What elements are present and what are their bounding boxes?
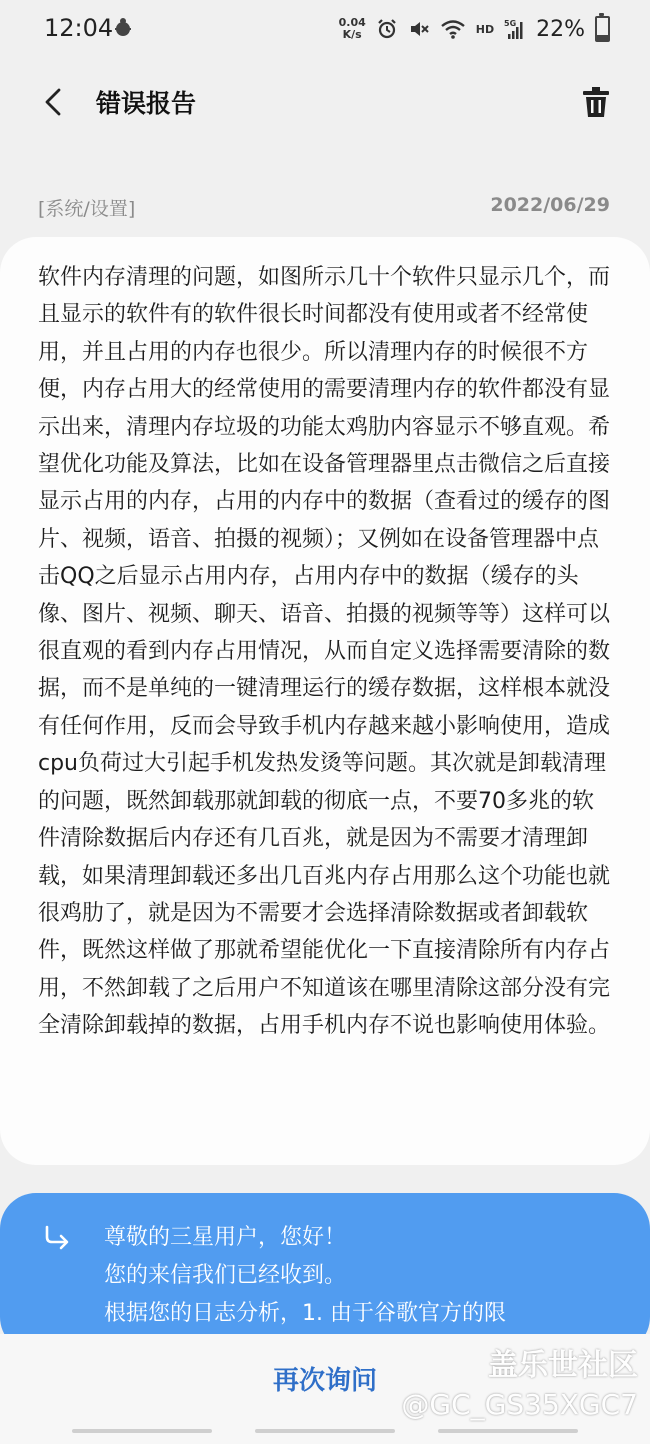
report-body: 软件内存清理的问题，如图所示几十个软件只显示几个，而且显示的软件有的软件很长时间都没有使用或者不经常使用，并且占用的内存也很少。所以清理内存的时候很不方便，内存占用大的经常使用的需要清理内存的软件都没有显示出来，清理内存垃圾的功能太鸡肋内容显示不够直观。希望优化功能及算法，比如在设备管理器里点击微信之后直接显示占用的内存，占用的内存中的数据（查看过的缓存的图片、视频，语音、拍摄的视频）；又例如在设备管理器中点击QQ之后显示占用内存，占用内存中的数据（缓存的头像、图片、视频、聊天、语音、拍摄的视频等等）这样可以很直观的看到内存占用情况，从而自定义选择需要清除的数据，而不是单纯的一键清理运行的缓存数据，这样根本就没有任何作用，反而会导致手机内存越来越小影响使用，造成cpu负荷过大引起手机发热发烫等问题。其次就是卸载清理的问题，既然卸载那就卸载的彻底一点，不要70多兆的软件清除数据后内存还有几百兆，就是因为不需要才清理卸载，如果清理卸载还多出几百兆内存占用那么这个功能也就很鸡肋了，就是因为不需要才会选择清除数据或者卸载软件，既然这样做了那就希望能优化一下直接清除所有内存占用，不然卸载了之后用户不知道该在哪里清除这部分没有完全清除卸载掉的数据，占用手机内存不说也影响使用体验。	[38, 265, 611, 1039]
report-card	[0, 237, 650, 1165]
reply-bubble[interactable]	[0, 1193, 650, 1353]
ask-again-button[interactable]: 再次询问	[272, 1365, 377, 1396]
back-button[interactable]	[30, 80, 78, 124]
page-title: 错误报告	[96, 89, 197, 118]
nav-segment	[72, 1429, 212, 1433]
mute-icon	[408, 18, 430, 40]
wifi-icon	[440, 18, 466, 40]
notification-app-icon	[112, 16, 134, 38]
delete-button[interactable]	[572, 80, 620, 124]
app-bar	[0, 70, 650, 134]
reply-text: 尊敬的三星用户，您好！ 您的来信我们已经收到。 根据您的日志分析，1. 由于谷歌官方的限	[104, 1225, 506, 1326]
watermark-user: @GC_GS35XGC7	[401, 1388, 638, 1421]
chevron-left-icon	[42, 87, 66, 117]
status-bar	[0, 0, 650, 58]
battery-fill	[597, 35, 608, 40]
nav-segment	[438, 1429, 578, 1433]
report-meta	[38, 194, 610, 224]
status-time: 12:04	[44, 14, 114, 42]
nav-segment	[255, 1429, 395, 1433]
alarm-icon	[376, 18, 398, 40]
net-speed-unit: K/s	[342, 28, 362, 41]
net-speed	[339, 17, 366, 41]
hd-label: HD	[475, 22, 495, 36]
watermark-site: 盖乐世社区	[488, 1348, 638, 1383]
status-icons	[339, 12, 610, 46]
battery-percent: 22%	[536, 16, 585, 42]
battery-icon	[595, 16, 610, 42]
report-category: [系统/设置]	[38, 198, 136, 220]
navigation-bar	[0, 1424, 650, 1438]
trash-icon	[582, 86, 610, 118]
signal-5g-icon	[504, 18, 526, 40]
svg-text:5G: 5G	[504, 19, 517, 28]
reply-arrow-icon	[42, 1223, 72, 1253]
report-date: 2022/06/29	[490, 194, 610, 216]
net-speed-value: 0.04	[338, 16, 366, 29]
